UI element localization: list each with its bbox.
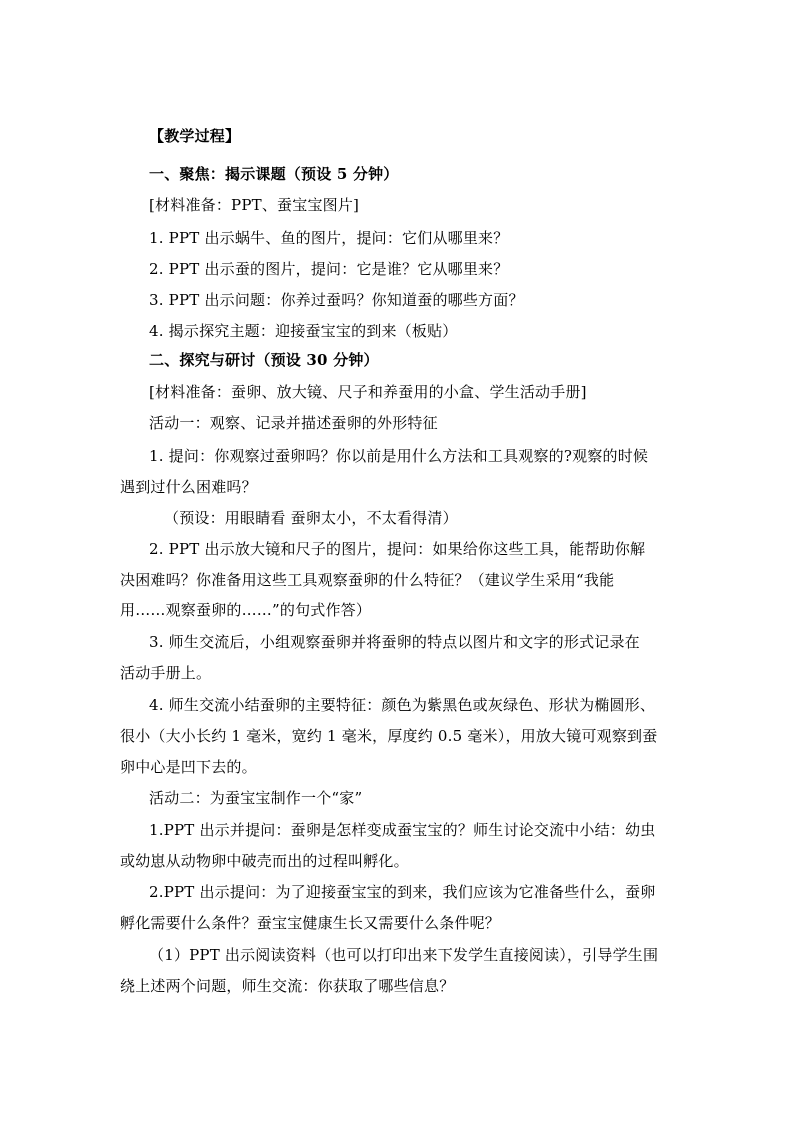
section1-materials: [材料准备：PPT、蚕宝宝图片] xyxy=(149,196,360,214)
activity1-title: 活动一：观察、记录并描述蚕卵的外形特征 xyxy=(149,414,438,432)
activity1-preset: （预设：用眼睛看 蚕卵太小，不太看得清） xyxy=(164,509,458,527)
activity1-item4-line1: 4. 师生交流小结蚕卵的主要特征：颜色为紫黑色或灰绿色、形状为椭圆形、 xyxy=(149,696,656,714)
activity1-item2-line1: 2. PPT 出示放大镜和尺子的图片，提问：如果给你这些工具，能帮助你解 xyxy=(149,540,646,558)
heading-teaching-process: 【教学过程】 xyxy=(149,127,241,145)
activity2-item1-line2: 或幼崽从动物卵中破壳而出的过程叫孵化。 xyxy=(120,852,409,870)
section1-item-4: 4. 揭示探究主题：迎接蚕宝宝的到来（板贴） xyxy=(149,322,458,340)
activity1-item2-line3: 用……观察蚕卵的……”的句式作答） xyxy=(120,601,372,619)
activity1-item3-line2: 活动手册上。 xyxy=(120,664,212,682)
activity2-sub1-line2: 绕上述两个问题，师生交流：你获取了哪些信息？ xyxy=(120,977,455,995)
section1-item-2: 2. PPT 出示蚕的图片，提问：它是谁？它从哪里来？ xyxy=(149,260,509,278)
activity1-item1-line1: 1. 提问：你观察过蚕卵吗？你以前是用什么方法和工具观察的?观察的时候 xyxy=(149,447,649,465)
section1-item-1: 1. PPT 出示蜗牛、鱼的图片，提问：它们从哪里来？ xyxy=(149,229,509,247)
activity2-item2-line2: 孵化需要什么条件？蚕宝宝健康生长又需要什么条件呢？ xyxy=(120,914,501,932)
activity1-item1-line2: 遇到过什么困难吗？ xyxy=(120,478,257,496)
section2-materials: [材料准备：蚕卵、放大镜、尺子和养蚕用的小盒、学生活动手册] xyxy=(149,383,587,401)
activity2-item2-line1: 2.PPT 出示提问：为了迎接蚕宝宝的到来，我们应该为它准备些什么，蚕卵 xyxy=(149,883,656,901)
activity1-item2-line2: 决困难吗？你准备用这些工具观察蚕卵的什么特征？（建议学生采用“我能 xyxy=(120,571,615,589)
activity1-item4-line3: 卵中心是凹下去的。 xyxy=(120,758,257,776)
activity2-item1-line1: 1.PPT 出示并提问：蚕卵是怎样变成蚕宝宝的？师生讨论交流中小结：幼虫 xyxy=(149,821,656,839)
section1-item-3: 3. PPT 出示问题：你养过蚕吗？你知道蚕的哪些方面？ xyxy=(149,291,524,309)
section1-title: 一、聚焦：揭示课题（预设 5 分钟） xyxy=(149,165,399,183)
activity1-item3-line1: 3. 师生交流后，小组观察蚕卵并将蚕卵的特点以图片和文字的形式记录在 xyxy=(149,633,640,651)
activity1-item4-line2: 很小（大小长约 1 毫米，宽约 1 毫米，厚度约 0.5 毫米），用放大镜可观察到蚕 xyxy=(120,727,658,745)
activity2-sub1-line1: （1）PPT 出示阅读资料（也可以打印出来下发学生直接阅读），引导学生围 xyxy=(149,946,659,964)
section2-title: 二、探究与研讨（预设 30 分钟） xyxy=(149,351,379,369)
activity2-title: 活动二：为蚕宝宝制作一个“家” xyxy=(149,789,363,807)
